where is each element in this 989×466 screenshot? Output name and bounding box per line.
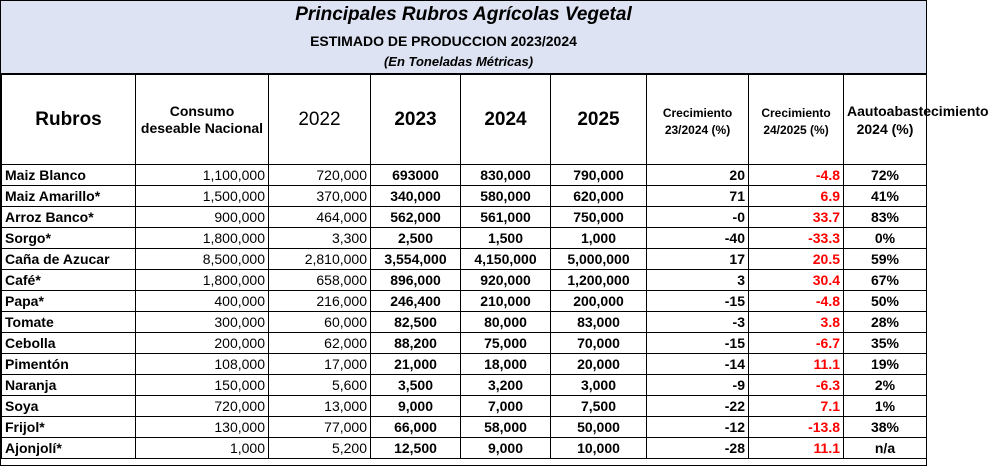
cell-2022: 216,000 [269,291,371,312]
cell-2024: 58,000 [461,417,551,438]
table-row [2,291,927,312]
table-row [2,396,927,417]
cell-crecimiento-24-25: -4.8 [749,291,844,312]
cell-2023: 3,500 [371,375,461,396]
cell-2023: 896,000 [371,270,461,291]
cell-2022: 2,810,000 [269,249,371,270]
cell-autoabastecimiento: 1% [844,396,927,417]
cell-crecimiento-23-24: -3 [647,312,749,333]
cell-crecimiento-23-24: -0 [647,207,749,228]
cell-2023: 12,500 [371,438,461,459]
cell-2023: 3,554,000 [371,249,461,270]
cell-2023: 246,400 [371,291,461,312]
cell-2024: 210,000 [461,291,551,312]
cell-2023: 82,500 [371,312,461,333]
cell-rubro: Pimentón [2,354,136,375]
cell-rubro: Papa* [2,291,136,312]
cell-rubro: Frijol* [2,417,136,438]
table-row [2,417,927,438]
cell-2025: 50,000 [551,417,647,438]
cell-2024: 75,000 [461,333,551,354]
cell-2023: 340,000 [371,186,461,207]
cell-crecimiento-24-25: 6.9 [749,186,844,207]
cell-2024: 3,200 [461,375,551,396]
cell-2023: 9,000 [371,396,461,417]
cell-crecimiento-24-25: -6.3 [749,375,844,396]
cell-2022: 3,300 [269,228,371,249]
cell-2024: 561,000 [461,207,551,228]
cell-2024: 1,500 [461,228,551,249]
col-header-crecimiento-23-24: Crecimiento 23/2024 (%) [647,75,749,165]
cell-consumo: 720,000 [136,396,269,417]
table-row [2,375,927,396]
cell-autoabastecimiento: 41% [844,186,927,207]
cell-2025: 20,000 [551,354,647,375]
cell-2025: 1,200,000 [551,270,647,291]
cell-rubro: Ajonjolí* [2,438,136,459]
cell-crecimiento-24-25: 33.7 [749,207,844,228]
cell-crecimiento-23-24: -14 [647,354,749,375]
table-header-banner [1,1,926,74]
cell-autoabastecimiento: 28% [844,312,927,333]
cell-crecimiento-24-25: -33.3 [749,228,844,249]
col-header-2023: 2023 [371,75,461,165]
cell-autoabastecimiento: 50% [844,291,927,312]
cell-crecimiento-24-25: -6.7 [749,333,844,354]
cell-autoabastecimiento: 38% [844,417,927,438]
cell-autoabastecimiento: 59% [844,249,927,270]
col-header-autoabastecimiento: Aautoabastecimiento 2024 (%) [844,75,927,165]
cell-2025: 83,000 [551,312,647,333]
table-row [2,354,927,375]
cell-2023: 66,000 [371,417,461,438]
col-header-rubros: Rubros [2,75,136,165]
cell-2023: 693000 [371,165,461,186]
cell-2025: 5,000,000 [551,249,647,270]
cell-consumo: 108,000 [136,354,269,375]
cell-2024: 9,000 [461,438,551,459]
col-header-2025: 2025 [551,75,647,165]
cell-2025: 70,000 [551,333,647,354]
cell-consumo: 300,000 [136,312,269,333]
cell-2022: 17,000 [269,354,371,375]
cell-crecimiento-24-25: 11.1 [749,438,844,459]
production-table [1,74,989,459]
cell-crecimiento-23-24: -15 [647,291,749,312]
cell-2024: 920,000 [461,270,551,291]
table-row [2,165,927,186]
cell-rubro: Maiz Blanco [2,165,136,186]
cell-crecimiento-23-24: -9 [647,375,749,396]
cell-2025: 200,000 [551,291,647,312]
cell-rubro: Tomate [2,312,136,333]
cell-2024: 830,000 [461,165,551,186]
table-row [2,186,927,207]
table-row [2,270,927,291]
cell-rubro: Cebolla [2,333,136,354]
cell-2022: 5,600 [269,375,371,396]
table-subtitle: ESTIMADO DE PRODUCCION 2023/2024 [310,33,577,49]
cell-2022: 464,000 [269,207,371,228]
cell-consumo: 1,800,000 [136,228,269,249]
cell-crecimiento-24-25: 11.1 [749,354,844,375]
cell-crecimiento-23-24: 71 [647,186,749,207]
col-header-consumo: Consumo deseable Nacional [136,75,269,165]
cell-crecimiento-24-25: 7.1 [749,396,844,417]
cell-crecimiento-24-25: -4.8 [749,165,844,186]
cell-2025: 3,000 [551,375,647,396]
cell-2025: 620,000 [551,186,647,207]
cell-crecimiento-23-24: 17 [647,249,749,270]
cell-2023: 562,000 [371,207,461,228]
cell-crecimiento-23-24: -28 [647,438,749,459]
cell-consumo: 1,100,000 [136,165,269,186]
cell-crecimiento-23-24: -15 [647,333,749,354]
table-row [2,312,927,333]
cell-consumo: 200,000 [136,333,269,354]
cell-consumo: 1,800,000 [136,270,269,291]
cell-rubro: Naranja [2,375,136,396]
column-header-row [2,75,927,165]
table-title: Principales Rubros Agrícolas Vegetal [295,4,632,25]
cell-consumo: 1,500,000 [136,186,269,207]
cell-crecimiento-23-24: 3 [647,270,749,291]
cell-2024: 4,150,000 [461,249,551,270]
cell-2022: 370,000 [269,186,371,207]
cell-rubro: Maiz Amarillo* [2,186,136,207]
cell-2025: 750,000 [551,207,647,228]
cell-crecimiento-24-25: 3.8 [749,312,844,333]
cell-2022: 77,000 [269,417,371,438]
cell-rubro: Caña de Azucar [2,249,136,270]
table-row [2,207,927,228]
cell-rubro: Café* [2,270,136,291]
cell-consumo: 900,000 [136,207,269,228]
cell-2022: 658,000 [269,270,371,291]
cell-rubro: Soya [2,396,136,417]
cell-autoabastecimiento: 83% [844,207,927,228]
cell-autoabastecimiento: 35% [844,333,927,354]
cell-2022: 60,000 [269,312,371,333]
cell-crecimiento-23-24: 20 [647,165,749,186]
cell-autoabastecimiento: n/a [844,438,927,459]
cell-consumo: 130,000 [136,417,269,438]
cell-2025: 7,500 [551,396,647,417]
cell-2024: 18,000 [461,354,551,375]
cell-autoabastecimiento: 67% [844,270,927,291]
cell-consumo: 400,000 [136,291,269,312]
cell-rubro: Arroz Banco* [2,207,136,228]
col-header-2022: 2022 [269,75,371,165]
cell-crecimiento-24-25: 20.5 [749,249,844,270]
cell-2025: 790,000 [551,165,647,186]
cell-crecimiento-23-24: -40 [647,228,749,249]
cell-2024: 80,000 [461,312,551,333]
cell-autoabastecimiento: 0% [844,228,927,249]
cell-2025: 10,000 [551,438,647,459]
units-note: (En Toneladas Métricas) [383,54,534,69]
cell-autoabastecimiento: 72% [844,165,927,186]
cell-2023: 2,500 [371,228,461,249]
cell-autoabastecimiento: 2% [844,375,927,396]
cell-autoabastecimiento: 19% [844,354,927,375]
cell-2022: 13,000 [269,396,371,417]
table-row [2,249,927,270]
col-header-2024: 2024 [461,75,551,165]
cell-rubro: Sorgo* [2,228,136,249]
cell-2022: 720,000 [269,165,371,186]
cell-2023: 88,200 [371,333,461,354]
cell-2022: 5,200 [269,438,371,459]
cell-consumo: 150,000 [136,375,269,396]
cell-crecimiento-24-25: 30.4 [749,270,844,291]
table-row [2,228,927,249]
cell-consumo: 8,500,000 [136,249,269,270]
cell-2024: 580,000 [461,186,551,207]
cell-crecimiento-24-25: -13.8 [749,417,844,438]
cell-crecimiento-23-24: -22 [647,396,749,417]
cell-2025: 1,000 [551,228,647,249]
col-header-crecimiento-24-25: Crecimiento 24/2025 (%) [749,75,844,165]
cell-crecimiento-23-24: -12 [647,417,749,438]
cell-2023: 21,000 [371,354,461,375]
cell-consumo: 1,000 [136,438,269,459]
table-row [2,333,927,354]
cell-2024: 7,000 [461,396,551,417]
table-row [2,438,927,459]
cell-2022: 62,000 [269,333,371,354]
